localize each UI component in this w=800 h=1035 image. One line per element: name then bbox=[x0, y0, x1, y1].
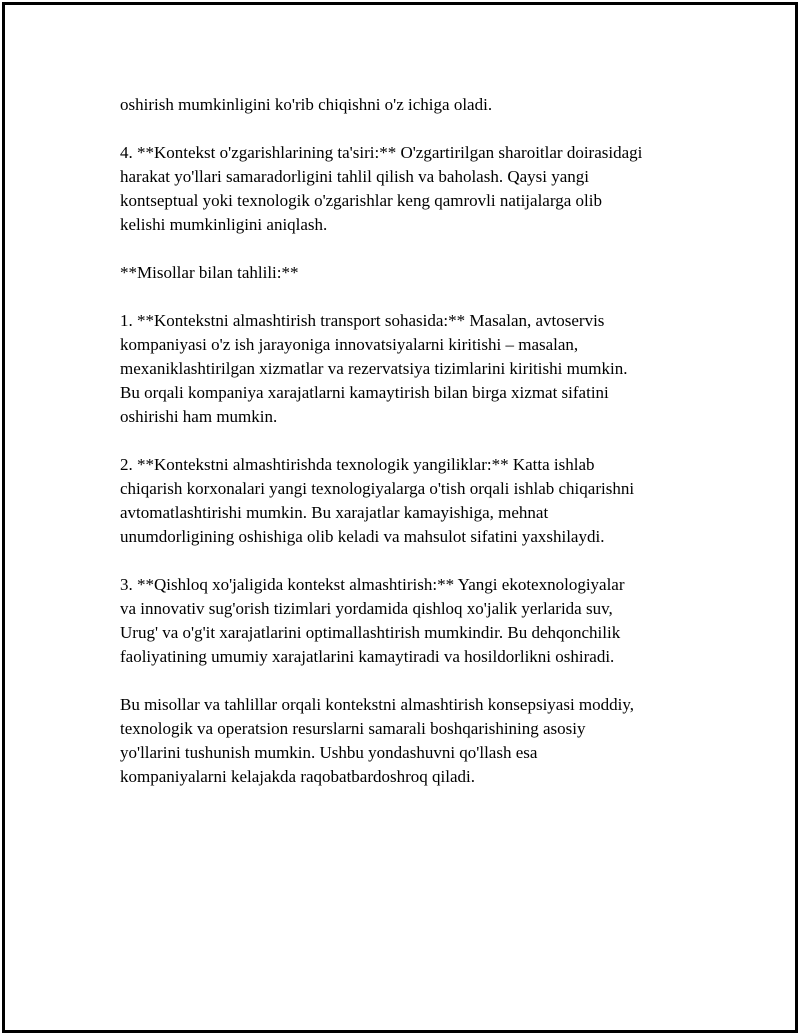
text-line: avtomatlashtirishi mumkin. Bu xarajatlar kamayishiga, mehnat bbox=[120, 503, 549, 522]
paragraph-example-technology bbox=[120, 453, 700, 549]
paragraph-intro-continuation bbox=[120, 93, 700, 117]
text-line: texnologik va operatsion resurslarni samarali boshqarishining asosiy bbox=[120, 719, 586, 738]
paragraph-example-agriculture bbox=[120, 573, 700, 669]
text-line: yo'llarini tushunish mumkin. Ushbu yondashuvni qo'llash esa bbox=[120, 743, 538, 762]
text-line: kontseptual yoki texnologik o'zgarishlar keng qamrovli natijalarga olib bbox=[120, 191, 602, 210]
text-line: unumdorligining oshishiga olib keladi va mahsulot sifatini yaxshilaydi. bbox=[120, 527, 605, 546]
text-line: oshirishi ham mumkin. bbox=[120, 407, 278, 426]
text-line: faoliyatining umumiy xarajatlarini kamaytiradi va hosildorlikni oshiradi. bbox=[120, 647, 615, 666]
text-line: Bu misollar va tahlillar orqali kontekstni almashtirish konsepsiyasi moddiy, bbox=[120, 695, 635, 714]
text-line: 1. **Kontekstni almashtirish transport sohasida:** Masalan, avtoservis bbox=[120, 311, 605, 330]
text-line: 2. **Kontekstni almashtirishda texnologik yangiliklar:** Katta ishlab bbox=[120, 455, 595, 474]
text-line: chiqarish korxonalari yangi texnologiyalarga o'tish orqali ishlab chiqarishni bbox=[120, 479, 635, 498]
text-line: kompaniyalarni kelajakda raqobatbardoshroq qiladi. bbox=[120, 767, 475, 786]
text-line: 3. **Qishloq xo'jaligida kontekst almashtirish:** Yangi ekotexnologiyalar bbox=[120, 575, 625, 594]
paragraph-context-changes bbox=[120, 141, 700, 237]
text-line: kelishi mumkinligini aniqlash. bbox=[120, 215, 328, 234]
text-line: **Misollar bilan tahlili:** bbox=[120, 263, 299, 282]
paragraph-conclusion bbox=[120, 693, 700, 789]
paragraph-example-transport bbox=[120, 309, 700, 429]
page-body bbox=[120, 93, 700, 813]
text-line: harakat yo'llari samaradorligini tahlil qilish va baholash. Qaysi yangi bbox=[120, 167, 590, 186]
text-line: Urug' va o'g'it xarajatlarini optimallashtirish mumkindir. Bu dehqonchilik bbox=[120, 623, 621, 642]
paragraph-examples-heading bbox=[120, 261, 700, 285]
page-frame bbox=[2, 2, 798, 1033]
text-line: oshirish mumkinligini ko'rib chiqishni o'z ichiga oladi. bbox=[120, 95, 493, 114]
text-line: 4. **Kontekst o'zgarishlarining ta'siri:** O'zgartirilgan sharoitlar doirasidagi bbox=[120, 143, 643, 162]
text-line: va innovativ sug'orish tizimlari yordamida qishloq xo'jalik yerlarida suv, bbox=[120, 599, 613, 618]
text-line: kompaniyasi o'z ish jarayoniga innovatsiyalarni kiritishi – masalan, bbox=[120, 335, 579, 354]
text-line: mexaniklashtirilgan xizmatlar va rezervatsiya tizimlarini kiritishi mumkin. bbox=[120, 359, 628, 378]
text-line: Bu orqali kompaniya xarajatlarni kamaytirish bilan birga xizmat sifatini bbox=[120, 383, 609, 402]
